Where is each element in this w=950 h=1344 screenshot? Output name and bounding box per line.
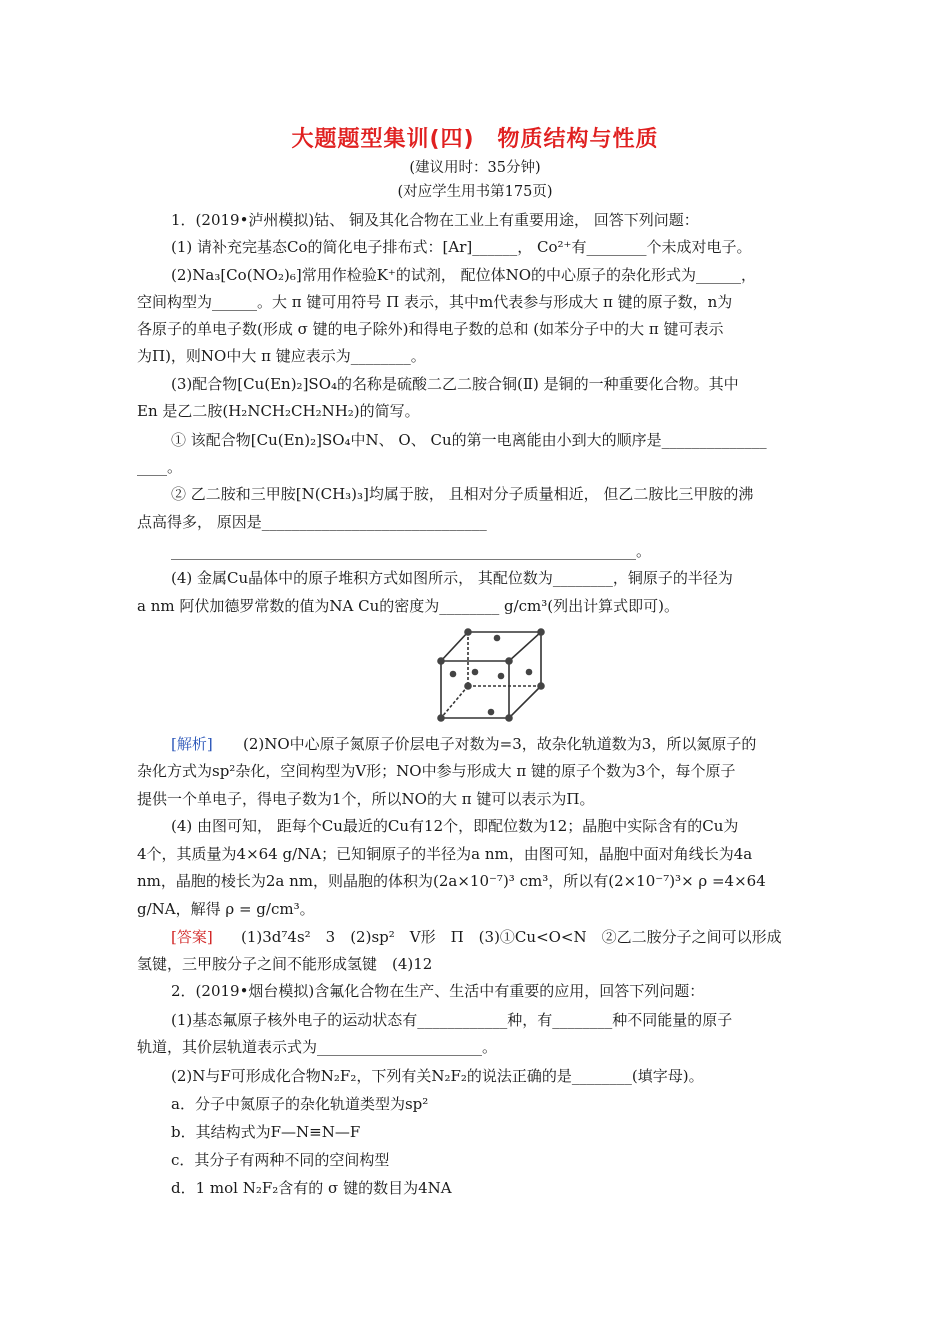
q1-part3-line2: En 是乙二胺(H₂NCH₂CH₂NH₂)的简写。 <box>137 402 420 420</box>
q1-part3-sub2-cont: 点高得多， 原因是______________________________ <box>137 513 487 531</box>
q2-part1-line1: (1)基态氟原子核外电子的运动状态有____________种，有________种不同能量的原子 <box>171 1011 733 1029</box>
q1-part3-line1: (3)配合物[Cu(En)₂]SO₄的名称是硫酸二乙二胺合铜(Ⅱ) 是铜的一种重要化合物。其中 <box>171 375 739 393</box>
q1-part2-line1: (2)Na₃[Co(NO₂)₆]常用作检验K⁺的试剂， 配位体NO的中心原子的杂化形式为______， <box>171 266 757 284</box>
answer-tag: [答案] <box>171 928 213 946</box>
q1-part3-sub2-blank: ______________________________________________________________。 <box>171 542 652 560</box>
answer-line1: (1)3d⁷4s² 3 (2)sp² V形 Π (3)①Cu<O<N ②乙二胺分子之间可以形成 <box>241 928 782 946</box>
analysis-line7: g/NA，解得 ρ = g/cm³。 <box>137 900 315 918</box>
analysis-line1: (2)NO中心原子氮原子价层电子对数为=3，故杂化轨道数为3，所以氮原子的 <box>243 735 757 753</box>
q2-stem: 2．(2019•烟台模拟)含氟化合物在生产、生活中有重要的应用，回答下列问题： <box>171 982 705 1000</box>
time-note: (建议用时：35分钟) <box>409 160 541 176</box>
q1-part3-sub1: ① 该配合物[Cu(En)₂]SO₄中N、 O、 Cu的第一电离能由小到大的顺序是______________ <box>171 431 767 449</box>
q1-part2-line3: 各原子的单电子数(形成 σ 键的电子除外)和得电子数的总和 (如苯分子中的大 π 键可表示 <box>137 320 724 338</box>
q1-part1: (1) 请补充完基态Co的简化电子排布式：[Ar]______， Co²⁺有________个未成对电子。 <box>171 238 752 256</box>
q1-part3-sub2: ② 乙二胺和三甲胺[N(CH₃)₃]均属于胺， 且相对分子质量相近， 但乙二胺比三甲胺的沸 <box>171 485 754 503</box>
q1-part4-line1: (4) 金属Cu晶体中的原子堆积方式如图所示， 其配位数为________，铜原子的半径为 <box>171 569 733 587</box>
q2-option-d: d．1 mol N₂F₂含有的 σ 键的数目为4NA <box>171 1179 452 1197</box>
analysis-line2: 杂化方式为sp²杂化，空间构型为V形；NO中参与形成大 π 键的原子个数为3个，每个原子 <box>137 762 736 780</box>
analysis-line3: 提供一个单电子，得电子数为1个，所以NO的大 π 键可以表示为Π。 <box>137 790 595 808</box>
q2-option-c: c．其分子有两种不同的空间构型 <box>171 1151 390 1169</box>
analysis-line4: (4) 由图可知， 距每个Cu最近的Cu有12个，即配位数为12；晶胞中实际含有的Cu为 <box>171 817 739 835</box>
q1-part2-line2: 空间构型为______。大 π 键可用符号 Π 表示，其中m代表参与形成大 π 键的原子数，n为 <box>137 293 733 311</box>
page-title: 大题题型集训(四) 物质结构与性质 <box>291 127 659 152</box>
fcc-unit-cell-figure <box>433 626 551 724</box>
q1-stem: 1．(2019•泸州模拟)钴、 铜及其化合物在工业上有重要用途， 回答下列问题： <box>171 211 699 229</box>
q1-part3-sub1-cont: ____。 <box>137 458 183 476</box>
q2-part1-line2: 轨道，其价层轨道表示式为______________________。 <box>137 1038 498 1056</box>
book-page-note: (对应学生用书第175页) <box>397 184 553 200</box>
q2-option-a: a．分子中氮原子的杂化轨道类型为sp² <box>171 1095 429 1113</box>
analysis-line6: nm，晶胞的棱长为2a nm，则晶胞的体积为(2a×10⁻⁷)³ cm³，所以有(2×10⁻⁷)³× ρ =4×64 <box>137 872 766 890</box>
q1-part4-line2: a nm 阿伏加德罗常数的值为NA Cu的密度为________ g/cm³(列出计算式即可)。 <box>137 597 679 615</box>
analysis-line5: 4个，其质量为4×64 g/NA；已知铜原子的半径为a nm，由图可知，晶胞中面对角线长为4a <box>137 845 753 863</box>
q2-part2: (2)N与F可形成化合物N₂F₂，下列有关N₂F₂的说法正确的是________(填字母)。 <box>171 1067 704 1085</box>
answer-line2: 氢键，三甲胺分子之间不能形成氢键 (4)12 <box>137 955 433 973</box>
analysis-tag: [解析] <box>171 735 213 753</box>
q1-part2-line4: 为Π)，则NO中大 π 键应表示为________。 <box>137 347 426 365</box>
q2-option-b: b．其结构式为F—N≡N—F <box>171 1123 361 1141</box>
